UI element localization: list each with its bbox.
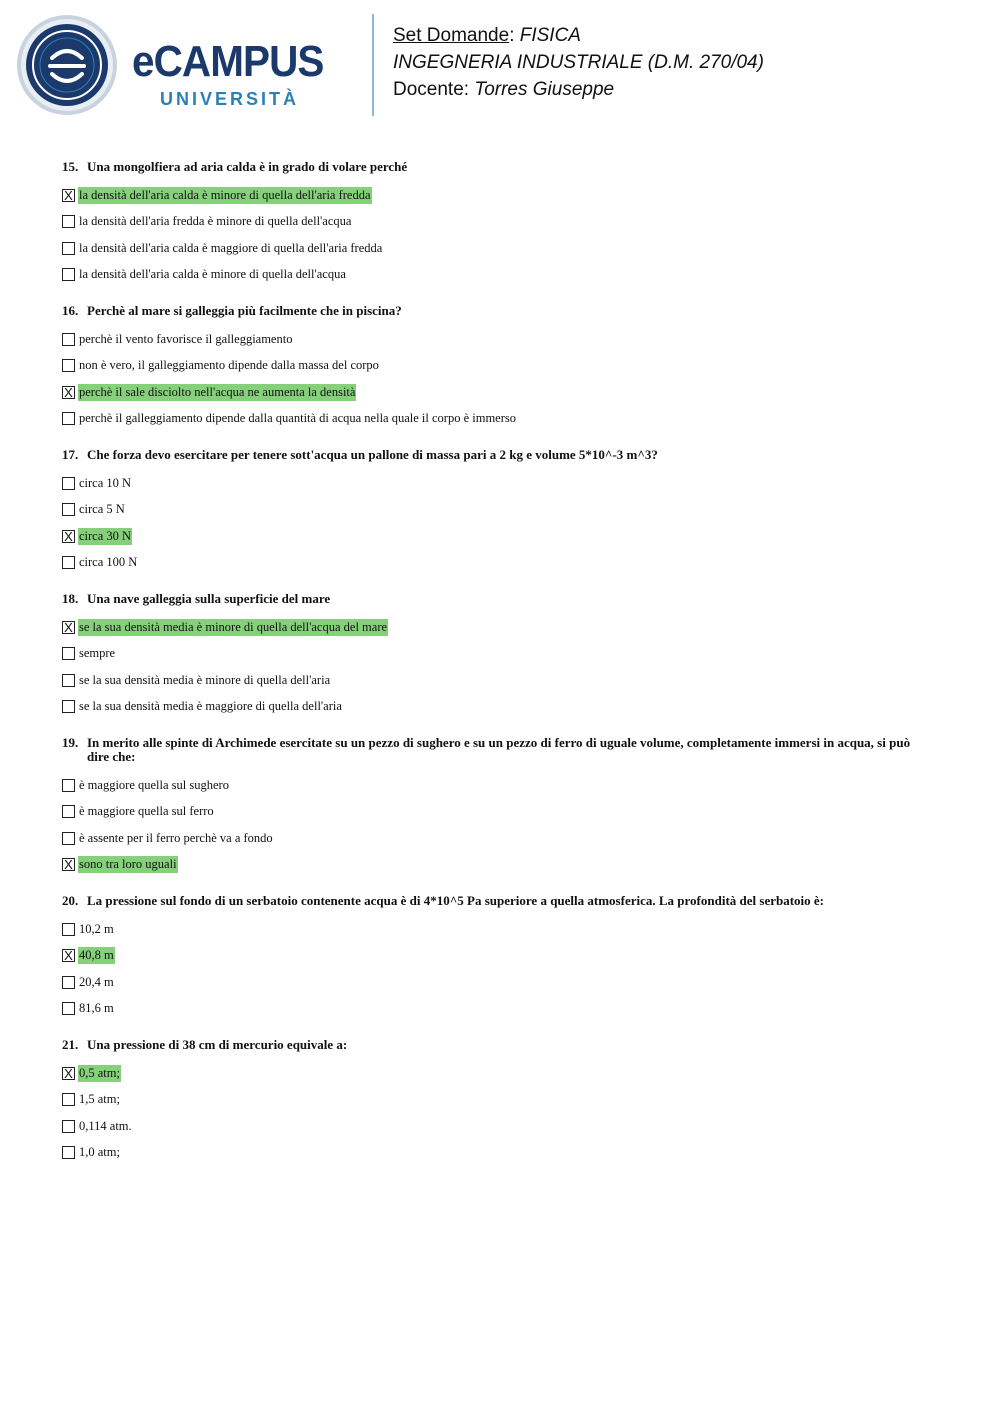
set-colon: : bbox=[509, 25, 515, 46]
correct-answer-text: sono tra loro uguali bbox=[79, 857, 177, 872]
checked-checkbox[interactable]: X bbox=[62, 189, 75, 202]
answer-option[interactable] bbox=[62, 614, 922, 641]
set-label: Set Domande bbox=[393, 25, 510, 46]
answer-option[interactable] bbox=[62, 1140, 922, 1167]
correct-answer-text: circa 30 N bbox=[79, 528, 132, 543]
question-title bbox=[62, 304, 922, 318]
answer-option[interactable] bbox=[62, 667, 922, 694]
set-line bbox=[393, 22, 764, 49]
checked-checkbox[interactable]: X bbox=[62, 386, 75, 399]
checked-checkbox[interactable]: X bbox=[62, 858, 75, 871]
question-number: 17. bbox=[62, 447, 79, 462]
checkbox[interactable] bbox=[62, 503, 75, 516]
checked-checkbox[interactable]: X bbox=[62, 621, 75, 634]
question-list bbox=[62, 160, 922, 1182]
checkbox[interactable] bbox=[62, 333, 75, 346]
checkbox[interactable] bbox=[62, 268, 75, 281]
question-text: Perchè al mare si galleggia più facilmente che in piscina? bbox=[87, 303, 402, 318]
question-title bbox=[62, 1038, 922, 1052]
brand-name: eCAMPUS bbox=[132, 37, 324, 86]
answer-option[interactable] bbox=[62, 182, 922, 209]
answer-option[interactable] bbox=[62, 1113, 922, 1140]
question-text: La pressione sul fondo di un serbatoio contenente acqua è di 4*10^5 Pa superiore a quella atmosferica. La profondità del serbatoio è: bbox=[87, 893, 825, 908]
answer-option[interactable] bbox=[62, 235, 922, 262]
answer-text: perchè il galleggiamento dipende dalla quantità di acqua nella quale il corpo è immerso bbox=[79, 411, 516, 426]
checkbox[interactable] bbox=[62, 1146, 75, 1159]
answer-text: la densità dell'aria calda è maggiore di quella dell'aria fredda bbox=[79, 240, 383, 255]
answer-option[interactable] bbox=[62, 523, 922, 550]
checkbox[interactable] bbox=[62, 976, 75, 989]
subject: FISICA bbox=[519, 25, 581, 46]
answer-option[interactable] bbox=[62, 943, 922, 970]
answer-option[interactable] bbox=[62, 852, 922, 879]
ecampus-wordmark bbox=[132, 37, 362, 115]
answer-text: 0,114 atm. bbox=[79, 1118, 132, 1133]
checkbox[interactable] bbox=[62, 215, 75, 228]
answer-text: la densità dell'aria fredda è minore di quella dell'acqua bbox=[79, 214, 352, 229]
answer-option[interactable] bbox=[62, 825, 922, 852]
answer-text: 10,2 m bbox=[79, 921, 114, 936]
brand-subtitle: UNIVERSITÀ bbox=[160, 89, 300, 109]
teacher-line bbox=[393, 76, 764, 103]
answer-text: circa 5 N bbox=[79, 502, 125, 517]
answer-option[interactable] bbox=[62, 326, 922, 353]
answer-text: circa 10 N bbox=[79, 475, 132, 490]
question-block bbox=[62, 160, 922, 288]
answer-text: 20,4 m bbox=[79, 974, 114, 989]
checkbox[interactable] bbox=[62, 805, 75, 818]
checkbox[interactable] bbox=[62, 1093, 75, 1106]
question-number: 15. bbox=[62, 159, 79, 174]
question-block bbox=[62, 592, 922, 720]
teacher-label: Docente: bbox=[393, 79, 470, 100]
answer-option[interactable] bbox=[62, 379, 922, 406]
answer-text: sempre bbox=[79, 646, 116, 661]
checkbox[interactable] bbox=[62, 242, 75, 255]
question-text: Che forza devo esercitare per tenere sott'acqua un pallone di massa pari a 2 kg e volume 5*10^-3 m^3? bbox=[87, 447, 658, 462]
course-line bbox=[393, 49, 764, 76]
course-name: INGEGNERIA INDUSTRIALE (D.M. 270/04) bbox=[393, 52, 764, 73]
checkbox[interactable] bbox=[62, 923, 75, 936]
correct-answer-text: perchè il sale disciolto nell'acqua ne aumenta la densità bbox=[79, 384, 356, 399]
answer-option[interactable] bbox=[62, 209, 922, 236]
question-block bbox=[62, 736, 922, 878]
checked-checkbox[interactable]: X bbox=[62, 949, 75, 962]
answer-text: se la sua densità media è minore di quella dell'aria bbox=[79, 672, 331, 687]
answer-text: è maggiore quella sul ferro bbox=[79, 804, 214, 819]
ecampus-seal-logo bbox=[16, 14, 118, 116]
question-title bbox=[62, 160, 922, 174]
correct-answer-text: 0,5 atm; bbox=[79, 1065, 120, 1080]
answer-text: non è vero, il galleggiamento dipende dalla massa del corpo bbox=[79, 358, 379, 373]
question-title bbox=[62, 592, 922, 606]
answer-option[interactable] bbox=[62, 799, 922, 826]
question-block bbox=[62, 894, 922, 1022]
question-number: 20. bbox=[62, 893, 79, 908]
question-number: 16. bbox=[62, 303, 79, 318]
answer-option[interactable] bbox=[62, 916, 922, 943]
header-info bbox=[393, 22, 764, 103]
question-block bbox=[62, 448, 922, 576]
answer-option[interactable] bbox=[62, 641, 922, 668]
question-text: Una pressione di 38 cm di mercurio equivale a: bbox=[87, 1037, 348, 1052]
answer-option[interactable] bbox=[62, 470, 922, 497]
question-title bbox=[62, 894, 922, 908]
answer-option[interactable] bbox=[62, 497, 922, 524]
question-text: Una nave galleggia sulla superficie del mare bbox=[87, 591, 331, 606]
answer-option[interactable] bbox=[62, 969, 922, 996]
checkbox[interactable] bbox=[62, 1002, 75, 1015]
header-divider bbox=[372, 14, 374, 116]
answer-option[interactable] bbox=[62, 1060, 922, 1087]
answer-option[interactable] bbox=[62, 694, 922, 721]
answer-option[interactable] bbox=[62, 772, 922, 799]
question-block bbox=[62, 1038, 922, 1166]
answer-text: 81,6 m bbox=[79, 1001, 114, 1016]
answer-text: circa 100 N bbox=[79, 555, 138, 570]
question-text: Una mongolfiera ad aria calda è in grado di volare perché bbox=[87, 159, 408, 174]
answer-text: è maggiore quella sul sughero bbox=[79, 777, 229, 792]
question-block bbox=[62, 304, 922, 432]
checked-checkbox[interactable]: X bbox=[62, 530, 75, 543]
checkbox[interactable] bbox=[62, 1120, 75, 1133]
checkbox[interactable] bbox=[62, 779, 75, 792]
checkbox[interactable] bbox=[62, 412, 75, 425]
question-number: 21. bbox=[62, 1037, 79, 1052]
page-header bbox=[0, 0, 1000, 130]
correct-answer-text: la densità dell'aria calda è minore di quella dell'aria fredda bbox=[79, 187, 371, 202]
answer-option[interactable] bbox=[62, 353, 922, 380]
answer-option[interactable] bbox=[62, 550, 922, 577]
answer-text: 1,5 atm; bbox=[79, 1092, 120, 1107]
question-title bbox=[62, 736, 922, 764]
question-title bbox=[62, 448, 922, 462]
answer-option[interactable] bbox=[62, 406, 922, 433]
question-text: In merito alle spinte di Archimede esercitate su un pezzo di sughero e su un pezzo di ferro di uguale volume, completamente immersi in acqua, si può dire che: bbox=[87, 735, 911, 764]
checkbox[interactable] bbox=[62, 647, 75, 660]
answer-text: perchè il vento favorisce il galleggiamento bbox=[79, 331, 293, 346]
answer-option[interactable] bbox=[62, 996, 922, 1023]
answer-text: è assente per il ferro perchè va a fondo bbox=[79, 830, 273, 845]
checked-checkbox[interactable]: X bbox=[62, 1067, 75, 1080]
checkbox[interactable] bbox=[62, 832, 75, 845]
checkbox[interactable] bbox=[62, 700, 75, 713]
answer-text: la densità dell'aria calda è minore di quella dell'acqua bbox=[79, 267, 346, 282]
question-number: 18. bbox=[62, 591, 79, 606]
correct-answer-text: se la sua densità media è minore di quella dell'acqua del mare bbox=[79, 619, 388, 634]
correct-answer-text: 40,8 m bbox=[79, 948, 114, 963]
teacher-name: Torres Giuseppe bbox=[474, 79, 615, 100]
checkbox[interactable] bbox=[62, 359, 75, 372]
answer-text: 1,0 atm; bbox=[79, 1145, 120, 1160]
answer-option[interactable] bbox=[62, 1087, 922, 1114]
answer-text: se la sua densità media è maggiore di quella dell'aria bbox=[79, 699, 342, 714]
checkbox[interactable] bbox=[62, 556, 75, 569]
checkbox[interactable] bbox=[62, 674, 75, 687]
question-number: 19. bbox=[62, 735, 79, 750]
answer-option[interactable] bbox=[62, 262, 922, 289]
checkbox[interactable] bbox=[62, 477, 75, 490]
